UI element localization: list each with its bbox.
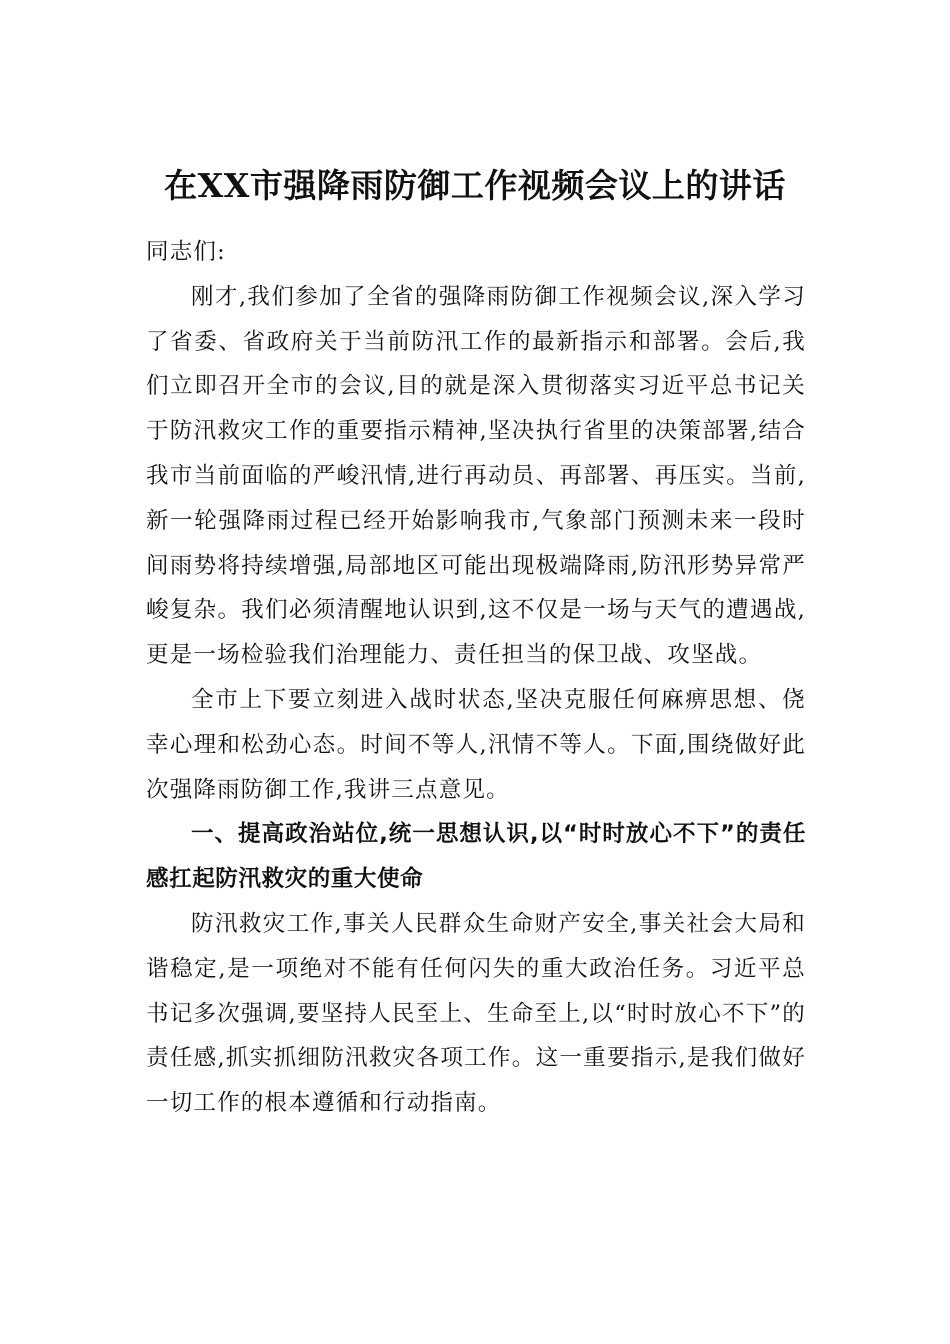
document-title: 在XX市强降雨防御工作视频会议上的讲话 [164, 166, 786, 205]
document-body [146, 230, 806, 1126]
section-paragraph: 防汛救灾工作,事关人民群众生命财产安全,事关社会大局和谐稳定,是一项绝对不能有任何闪失的重大政治任务。习近平总书记多次强调,要坚持人民至上、生命至上,以“时时放心不下”的责任感,抓实抓细防汛救灾各项工作。这一重要指示,是我们做好一切工作的根本遵循和行动指南。 [146, 910, 806, 1117]
body-paragraph: 全市上下要立刻进入战时状态,坚决克服任何麻痹思想、侥幸心理和松劲心态。时间不等人,汛情不等人。下面,围绕做好此次强降雨防御工作,我讲三点意见。 [146, 686, 806, 803]
salutation: 同志们: [146, 239, 226, 265]
body-paragraph: 刚才,我们参加了全省的强降雨防御工作视频会议,深入学习了省委、省政府关于当前防汛工作的最新指示和部署。会后,我们立即召开全市的会议,目的就是深入贯彻落实习近平总书记关于防汛救灾工作的重要指示精神,坚决执行省里的决策部署,结合我市当前面临的严峻汛情,进行再动员、再部署、再压实。当前,新一轮强降雨过程已经开始影响我市,气象部门预测未来一段时间雨势将持续增强,局部地区可能出现极端降雨,防汛形势异常严峻复杂。我们必须清醒地认识到,这不仅是一场与天气的遭遇战,更是一场检验我们治理能力、责任担当的保卫战、攻坚战。 [146, 283, 806, 669]
section-heading: 一、提高政治站位,统一思想认识,以“时时放心不下”的责任感扛起防汛救灾的重大使命 [146, 821, 806, 893]
